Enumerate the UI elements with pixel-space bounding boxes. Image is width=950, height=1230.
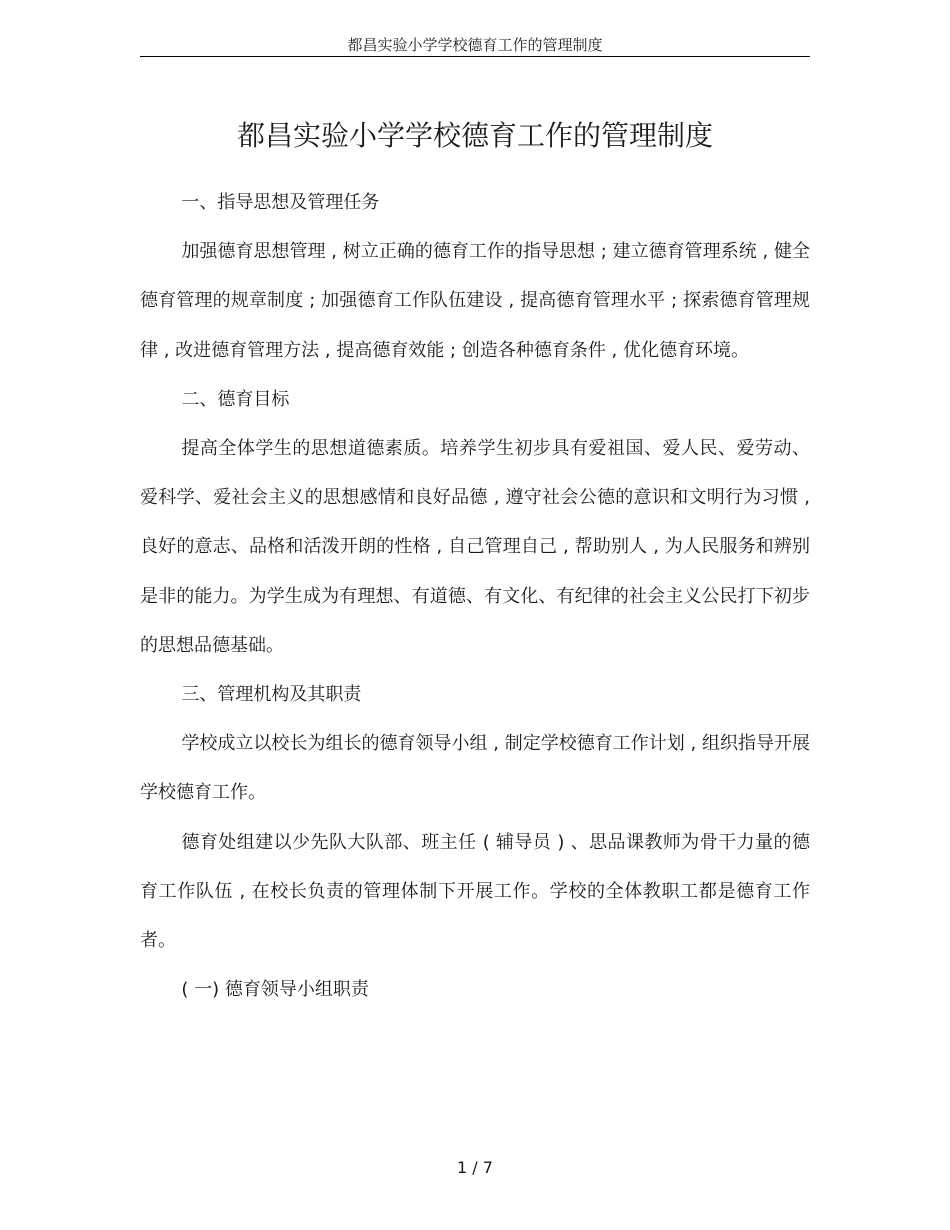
paragraph-1: 加强德育思想管理 , 树立正确的德育工作的指导思想 ; 建立德育管理系统 , 健全德育管理的规章制度 ; 加强德育工作队伍建设 , 提高德育管理水平 ; 探索德育管理规律 , 改进德育管理方法 , 提高德育效能 ; 创造各种德育条件 , 优化德育环境。 <box>140 241 810 361</box>
header-rule <box>140 56 810 57</box>
section-heading-2: 二、德育目标 <box>181 388 290 410</box>
subsection-heading-1: ( 一) 德育领导小组职责 <box>181 979 369 1001</box>
document-title: 都昌实验小学学校德育工作的管理制度 <box>236 119 713 152</box>
paragraph-3: 学校成立以校长为组长的德育领导小组 , 制定学校德育工作计划 , 组织指导开展学校德育工作。 <box>140 733 810 804</box>
page-number: 1 / 7 <box>457 1158 493 1177</box>
section-heading-3: 三、管理机构及其职责 <box>181 684 362 706</box>
running-header: 都昌实验小学学校德育工作的管理制度 <box>347 36 603 54</box>
section-heading-1: 一、指导思想及管理任务 <box>181 192 380 213</box>
paragraph-2: 提高全体学生的思想道德素质。培养学生初步具有爱祖国、爱人民、爱劳动、爱科学、爱社会主义的思想感情和良好品德 , 遵守社会公德的意识和文明行为习惯 , 良好的意志、品格和活泼开朗的性格 , 自己管理自己 , 帮助别人 , 为人民服务和辨别是非的能力。为学生成为有理想、有道德、有文化、有纪律的社会主义公民打下初步的思想品德基础。 <box>140 438 810 656</box>
paragraph-4: 德育处组建以少先队大队部、班主任 ( 辅导员 ) 、思品课教师为骨干力量的德育工作队伍 , 在校长负责的管理体制下开展工作。学校的全体教职工都是德育工作者。 <box>140 831 810 952</box>
document-body <box>140 178 810 1014</box>
